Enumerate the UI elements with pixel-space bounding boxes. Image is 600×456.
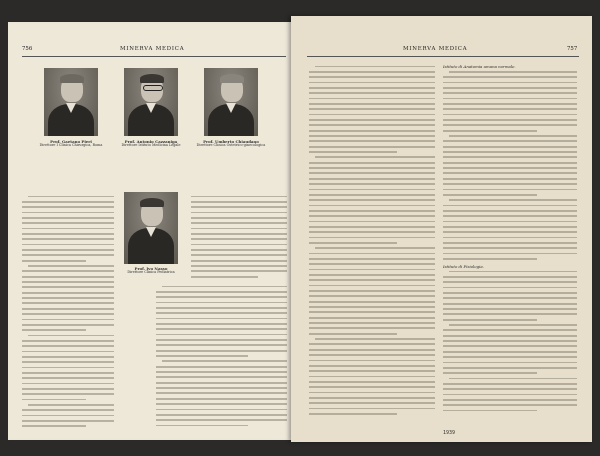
archive-stamp: 1939 <box>443 430 456 436</box>
magazine-spread <box>8 22 592 440</box>
text-line <box>156 423 287 428</box>
text-line <box>443 408 577 413</box>
portrait-caption-a: Prof. Gaetano Pieri Direttore I Clinica Chirurgica, Roma <box>32 140 110 148</box>
portrait-photo-b <box>124 68 178 136</box>
portrait-photo-c <box>204 68 258 136</box>
left-page-column-2-top <box>191 194 287 280</box>
left-page-column-2-bottom <box>156 284 287 428</box>
portrait-name-c: Prof. Umberto Chiaudano <box>203 139 259 144</box>
portrait-name-a: Prof. Gaetano Pieri <box>50 139 92 144</box>
right-page-column-1 <box>309 64 435 417</box>
header-rule <box>307 56 579 57</box>
text-line <box>309 411 435 416</box>
right-page-number: 757 <box>567 46 578 52</box>
left-running-head: MINERVA MEDICA <box>120 46 185 52</box>
portrait-caption-b: Prof. Antonio Cazzaniga Direttore Istituto Medicina Legale <box>112 140 190 148</box>
portrait-name-b: Prof. Antonio Cazzaniga <box>124 139 178 144</box>
portrait-photo-d <box>124 192 178 264</box>
right-running-head: MINERVA MEDICA <box>403 46 468 52</box>
left-page-column-1 <box>22 194 114 429</box>
header-rule <box>22 56 286 57</box>
text-line <box>22 424 114 429</box>
text-line <box>191 274 287 279</box>
right-page-column-2 <box>443 64 577 413</box>
text-line <box>443 256 577 261</box>
section-heading-anatomia: Istituto di Anatomia umana normale. <box>443 64 516 69</box>
portrait-caption-c: Prof. Umberto Chiaudano Direttore Clinica Ostetrico-ginecologica <box>192 140 270 148</box>
portrait-caption-d: Prof. Ivo Nasso Direttore Clinica Pediatrica <box>112 267 190 275</box>
section-heading-fisiologia: Istituto di Fisiologia. <box>443 263 484 269</box>
left-page-number: 756 <box>22 46 33 52</box>
portrait-name-d: Prof. Ivo Nasso <box>134 266 168 271</box>
left-page <box>8 22 300 440</box>
portrait-photo-a <box>44 68 98 136</box>
right-page <box>291 16 592 442</box>
